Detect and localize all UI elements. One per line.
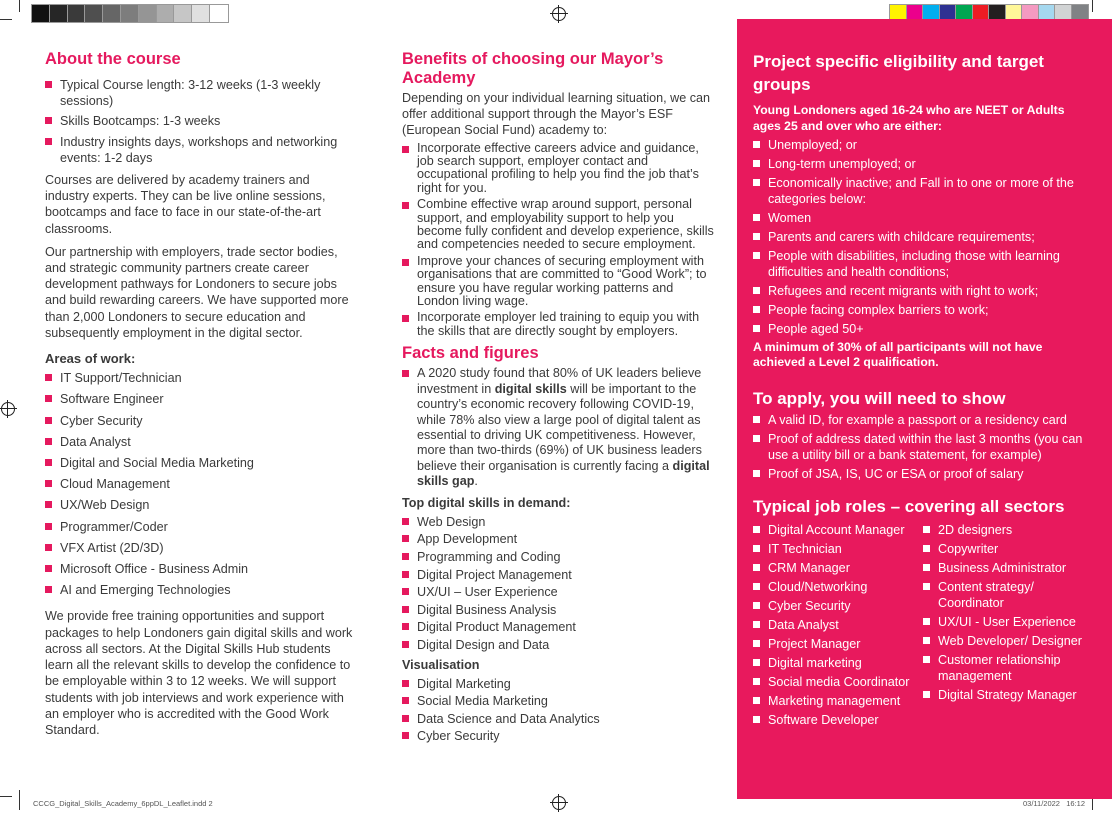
job-role-item: Copywriter	[923, 541, 1088, 557]
eligibility-item: Unemployed; or	[753, 137, 1093, 153]
facts-bold-digital-skills: digital skills	[494, 381, 567, 396]
trim-mark	[0, 796, 12, 797]
facts-list	[402, 366, 718, 489]
slug-filename: CCCG_Digital_Skills_Academy_6ppDL_Leaflet.indd 2	[33, 799, 213, 808]
roles-title: Typical job roles – covering all sectors	[753, 497, 1065, 516]
roles-list-left	[753, 522, 923, 731]
eligibility-item: People facing complex barriers to work;	[753, 302, 1093, 318]
facts-bold-skills-gap: digital skills gap	[417, 458, 710, 489]
about-course-column	[45, 50, 355, 745]
partnership-paragraph: Our partnership with employers, trade sector bodies, and strategic community partners create career development pathways for Londoners to secure jobs and build rewarding careers. We have supported more than 2,000 Londoners to secure education and subsequently employment in the digital sector.	[45, 244, 349, 340]
area-of-work-item: Software Engineer	[45, 391, 355, 407]
course-length-item: Skills Bootcamps: 1-3 weeks	[45, 113, 355, 129]
apply-requirement-item: A valid ID, for example a passport or a residency card	[753, 412, 1093, 428]
benefits-title: Benefits of choosing our Mayor’s Academy	[402, 50, 664, 87]
visualisation-heading: Visualisation	[402, 657, 480, 672]
job-role-item: Cyber Security	[753, 598, 923, 614]
job-role-item: Cloud/Networking	[753, 579, 923, 595]
color-swatch	[85, 5, 103, 22]
job-role-item: Customer relationship management	[923, 652, 1088, 684]
eligibility-lead: Young Londoners aged 16-24 who are NEET or Adults ages 25 and over who are either:	[753, 103, 1065, 133]
facts-item	[402, 366, 718, 489]
areas-of-work-heading: Areas of work:	[45, 351, 136, 367]
top-skill-item: Web Design	[402, 514, 718, 532]
top-skill-item: UX/UI – User Experience	[402, 584, 718, 602]
area-of-work-item: Data Analyst	[45, 434, 355, 450]
benefits-list	[402, 142, 718, 339]
area-of-work-item: VFX Artist (2D/3D)	[45, 540, 355, 556]
eligibility-item: People aged 50+	[753, 321, 1093, 337]
job-role-item: Social media Coordinator	[753, 674, 923, 690]
slug-date: 03/11/2022 16:12	[1023, 799, 1085, 808]
job-role-item: Business Administrator	[923, 560, 1088, 576]
color-swatch	[192, 5, 210, 22]
top-skill-item: Digital Product Management	[402, 619, 718, 637]
registration-mark-left	[1, 402, 15, 416]
roles-grid	[753, 522, 1093, 731]
eligibility-item: People with disabilities, including those with learning difficulties and health conditions;	[753, 248, 1093, 280]
eligibility-item: Women	[753, 210, 1093, 226]
apply-requirement-item: Proof of JSA, IS, UC or ESA or proof of salary	[753, 466, 1093, 482]
facts-text: A 2020 study found that 80% of UK leaders believe investment in	[417, 366, 702, 396]
job-role-item: Content strategy/ Coordinator	[923, 579, 1088, 611]
eligibility-item: Economically inactive; and Fall in to one or more of the categories below:	[753, 175, 1093, 207]
eligibility-title: Project specific eligibility and target groups	[753, 52, 1044, 94]
area-of-work-item: Programmer/Coder	[45, 519, 355, 535]
job-role-item: Digital marketing	[753, 655, 923, 671]
eligibility-section	[753, 50, 1093, 731]
job-role-item: Project Manager	[753, 636, 923, 652]
color-swatch	[174, 5, 192, 22]
eligibility-item: Long-term unemployed; or	[753, 156, 1093, 172]
job-role-item: Data Analyst	[753, 617, 923, 633]
job-role-item: Digital Strategy Manager	[923, 687, 1088, 703]
registration-mark-top	[552, 7, 566, 21]
benefits-intro: Depending on your individual learning situation, we can offer additional support through the Mayor’s ESF (European Social Fund) academy to:	[402, 91, 711, 138]
visualisation-list	[402, 676, 718, 746]
areas-of-work-list	[45, 370, 355, 598]
visualisation-item: Digital Marketing	[402, 676, 718, 694]
eligibility-item: Refugees and recent migrants with right to work;	[753, 283, 1093, 299]
eligibility-item: Parents and carers with childcare requirements;	[753, 229, 1093, 245]
benefit-item: Improve your chances of securing employment with organisations that are committed to “Good Work”; to ensure you have regular working patterns and London living wage.	[402, 255, 718, 309]
free-training-paragraph: We provide free training opportunities and support packages to help Londoners gain digital skills and work across all sectors. At the Digital Skills Hub students learn all the relevant skills to develop the confidence to be employable within 3 to 12 weeks. We will support students with job interviews and work experience with an employer who is accredited with the Good Work Standard.	[45, 609, 353, 737]
facts-text: .	[474, 474, 478, 489]
roles-list-right	[923, 522, 1088, 731]
area-of-work-item: IT Support/Technician	[45, 370, 355, 386]
top-skill-item: Digital Business Analysis	[402, 602, 718, 620]
apply-title: To apply, you will need to show	[753, 389, 1006, 408]
job-role-item: UX/UI - User Experience	[923, 614, 1088, 630]
job-role-item: Web Developer/ Designer	[923, 633, 1088, 649]
job-role-item: Digital Account Manager	[753, 522, 923, 538]
color-swatch	[139, 5, 157, 22]
visualisation-item: Data Science and Data Analytics	[402, 711, 718, 729]
area-of-work-item: Cyber Security	[45, 413, 355, 429]
color-swatch	[32, 5, 50, 22]
color-swatch	[50, 5, 68, 22]
top-skills-list	[402, 514, 718, 655]
job-role-item: CRM Manager	[753, 560, 923, 576]
facts-text: will be important to the country’s economic recovery following COVID-19, while 78% also view a large pool of digital talent as essential to driving UK competitiveness. However, more than two-thirds (69%) of UK business leaders believe their organisation is currently facing a	[417, 381, 702, 473]
area-of-work-item: AI and Emerging Technologies	[45, 582, 355, 598]
facts-title: Facts and figures	[402, 344, 539, 363]
job-role-item: 2D designers	[923, 522, 1088, 538]
trim-mark	[0, 19, 12, 20]
top-skill-item: Programming and Coding	[402, 549, 718, 567]
eligibility-list	[753, 137, 1093, 337]
color-swatch	[121, 5, 139, 22]
benefit-item: Combine effective wrap around support, personal support, and employability support to help you become fully confident and develop experience, skills and competencies needed to secure employment.	[402, 198, 718, 252]
job-role-item: Software Developer	[753, 712, 923, 728]
job-role-item: Marketing management	[753, 693, 923, 709]
eligibility-note: A minimum of 30% of all participants will not have achieved a Level 2 qualification.	[753, 340, 1043, 369]
registration-mark-bottom	[552, 796, 566, 810]
course-length-item: Industry insights days, workshops and networking events: 1-2 days	[45, 134, 355, 166]
course-delivery-paragraph: Courses are delivered by academy trainers and industry experts. They can be live online sessions, bootcamps and face to face in our state-of-the-art classrooms.	[45, 173, 326, 236]
area-of-work-item: Microsoft Office - Business Admin	[45, 561, 355, 577]
trim-mark	[1092, 0, 1093, 12]
job-role-item: IT Technician	[753, 541, 923, 557]
visualisation-item: Cyber Security	[402, 728, 718, 746]
benefit-item: Incorporate effective careers advice and guidance, job search support, employer contact and occupational profiling to help you find the job that’s right for you.	[402, 142, 718, 196]
course-length-list	[45, 77, 355, 166]
eligibility-panel	[737, 19, 1112, 799]
apply-list	[753, 412, 1093, 482]
apply-requirement-item: Proof of address dated within the last 3 months (you can use a utility bill or a bank statement, for example)	[753, 431, 1093, 463]
benefits-column	[402, 50, 718, 746]
benefit-item: Incorporate employer led training to equip you with the skills that are directly sought by employers.	[402, 311, 718, 338]
area-of-work-item: UX/Web Design	[45, 497, 355, 513]
top-skills-heading: Top digital skills in demand:	[402, 495, 571, 510]
trim-mark	[19, 0, 20, 12]
area-of-work-item: Digital and Social Media Marketing	[45, 455, 355, 471]
about-course-title: About the course	[45, 50, 181, 68]
trim-mark	[19, 790, 20, 810]
visualisation-item: Social Media Marketing	[402, 693, 718, 711]
area-of-work-item: Cloud Management	[45, 476, 355, 492]
color-swatch	[210, 5, 228, 22]
top-skill-item: Digital Project Management	[402, 567, 718, 585]
color-swatch	[68, 5, 86, 22]
color-swatch	[157, 5, 175, 22]
course-length-item: Typical Course length: 3-12 weeks (1-3 weekly sessions)	[45, 77, 355, 109]
top-skill-item: App Development	[402, 531, 718, 549]
top-skill-item: Digital Design and Data	[402, 637, 718, 655]
color-swatch	[103, 5, 121, 22]
